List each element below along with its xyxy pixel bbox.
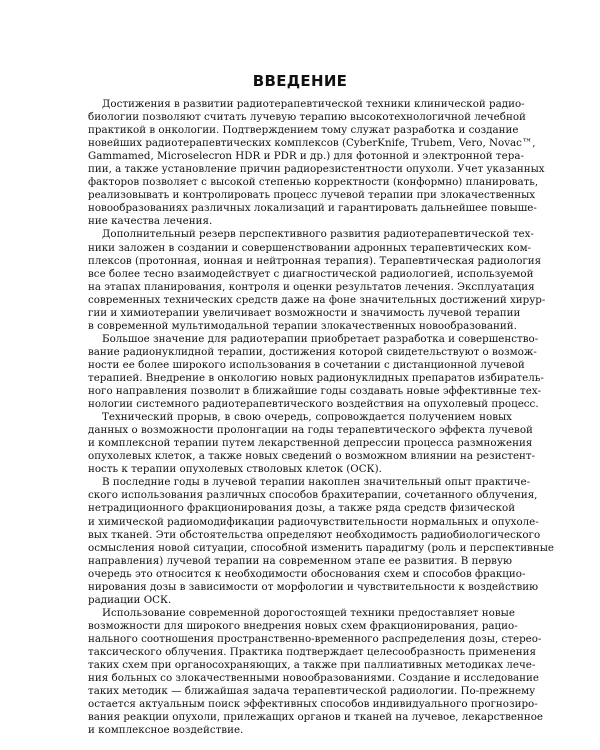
text-line: плексов (протонная, ионная и нейтронная терапия). Терапевтическая радиология	[88, 254, 542, 267]
paragraph	[88, 476, 555, 606]
text-line: и комплексной терапии путем лекарственной депрессии процесса размножения	[88, 437, 533, 450]
text-line: ного направления позволит в ближайшие годы создавать новые эффективные тех-	[88, 385, 542, 398]
text-line: таких методик — ближайшая задача терапевтической радиологии. По-прежнему	[88, 685, 536, 698]
text-line: реализовывать и контролировать процесс лучевой терапии при злокачественных	[88, 189, 536, 202]
text-line: ности ее более широкого использования в сочетании с дистанционной лучевой	[88, 358, 525, 371]
text-line: новообразованиях различных локализаций и гарантировать дальнейшее повыше-	[88, 202, 537, 215]
text-line: Gammamed, Microselecron HDR и PDR и др.) для фотонной и электронной тера-	[88, 150, 524, 163]
text-line: возможности для широкого внедрения новых схем фракционирования, рацио-	[88, 619, 518, 632]
text-line: в современной мультимодальной терапии злокачественных новообразований.	[88, 319, 517, 332]
text-line: Использование современной дорогостоящей техники предоставляет новые	[102, 606, 515, 619]
text-line: терапией. Внедрение в онкологию новых радионуклидных препаратов избиратель-	[88, 371, 544, 384]
text-line: все более тесно взаимодействует с диагностической радиологией, используемой	[88, 267, 534, 280]
text-line: и химической радиомодификации радиочувствительности нормальных и опухоле-	[88, 515, 539, 528]
text-line: опухолевых клеток, а также новых сведений о возможном влиянии на резистент-	[88, 450, 536, 463]
text-line: гии и химиотерапии увеличивает возможности и значимость лучевой терапии	[88, 306, 521, 319]
text-line: биологии позволяют считать лучевую терапию высокотехнологичной лечебной	[88, 111, 526, 124]
text-line: вых тканей. Эти обстоятельства определяют необходимость радиобиологического	[88, 528, 541, 541]
text-line: нологии системного радиотерапевтического воздействия на опухолевый процесс.	[88, 398, 539, 411]
text-line: осмысления новой ситуации, способной изменить парадигму (роль и перспективные	[88, 541, 555, 554]
text-line: на этапах планирования, контроля и оценки результатов лечения. Эксплуатация	[88, 280, 535, 293]
text-line: направления) лучевой терапии на современном этапе ее развития. В первую	[88, 554, 512, 567]
text-line: таких схем при органосохраняющих, а также при паллиативных методиках лече-	[88, 659, 536, 672]
text-line: таксического облучения. Практика подтверждает целесообразность применения	[88, 645, 536, 658]
text-line: нального соотношения пространственно-временного распределения дозы, стерео-	[88, 632, 542, 645]
text-line: ники заложен в создании и совершенствовании адронных терапевтических ком-	[88, 241, 532, 254]
text-line: Большое значение для радиотерапии приобретает разработка и совершенство-	[102, 332, 539, 345]
text-line: практикой в онкологии. Подтверждением тому служат разработка и создание	[88, 124, 519, 137]
text-line: данных о возможности пролонгации на годы терапевтического эффекта лучевой	[88, 424, 533, 437]
text-line: вание радионуклидной терапии, достижения которой свидетельствуют о возмож-	[88, 345, 537, 358]
text-line: современных технических средств даже на фоне значительных достижений хирур-	[88, 293, 546, 306]
paragraph	[88, 228, 546, 332]
text-line: ния больных со злокачественными новообразованиями. Создание и исследование	[88, 672, 539, 685]
text-line: новейших радиотерапевтических комплексов (CyberKnife, Trubem, Vero, Novac™,	[88, 137, 536, 150]
paragraph	[88, 606, 544, 737]
text-line: радиации ОСК.	[88, 593, 172, 606]
text-line: Дополнительный резерв перспективного развития радиотерапевтической тех-	[102, 228, 534, 241]
text-line: нирования дозы в зависимости от морфологии и чувствительности к воздействию	[88, 580, 539, 593]
text-line: ние качества лечения.	[88, 215, 213, 228]
text-line: и комплексное воздействие.	[88, 724, 244, 737]
text-line: вания реакции опухоли, прилежащих органов и тканей на лучевое, лекарственное	[88, 711, 544, 724]
text-line: очередь это относится к необходимости обоснования схем и способов фракцио-	[88, 567, 526, 580]
text-line: пии, а также установление причин радиорезистентности опухоли. Учет указанных	[88, 163, 545, 176]
text-line: остается актуальным поиск эффективных способов индивидуального прогнозиро-	[88, 698, 538, 711]
text-line: ность к терапии опухолевых стволовых клеток (ОСК).	[88, 463, 382, 476]
text-line: факторов позволяет с высокой степенью корректности (конформно) планировать,	[88, 176, 539, 189]
chapter-title: ВВЕДЕНИЕ	[252, 72, 348, 90]
text-line: Технический прорыв, в свою очередь, сопровождается получением новых	[102, 411, 512, 424]
paragraph	[88, 411, 536, 476]
text-line: нетрадиционного фракционирования дозы, а также ряда средств физической	[88, 502, 516, 515]
body-text	[88, 98, 555, 737]
text-line: В последние годы в лучевой терапии накоплен значительный опыт практиче-	[102, 476, 531, 489]
text-line: Достижения в развитии радиотерапевтической техники клинической радио-	[102, 98, 525, 110]
paragraph	[88, 98, 545, 228]
text-line: ского использования различных способов брахитерапии, сочетанного облучения,	[88, 489, 538, 502]
paragraph	[88, 332, 544, 411]
